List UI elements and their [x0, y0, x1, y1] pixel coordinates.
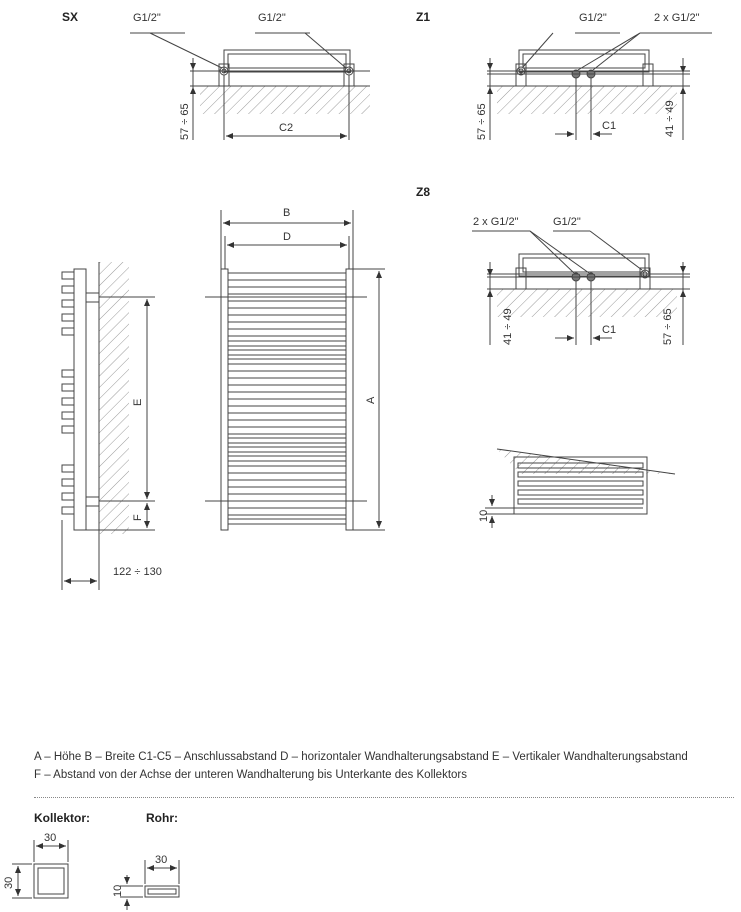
z1-view: [487, 33, 712, 140]
front-tubes: [228, 273, 346, 524]
kollektor-profile: [12, 840, 68, 898]
kollektor-label: Kollektor:: [34, 811, 91, 825]
separator: [34, 797, 734, 798]
z8-title: Z8: [416, 185, 431, 199]
z8-right-height-label: 57 ÷ 65: [662, 308, 674, 345]
sx-view: [130, 33, 370, 140]
z1-c1-label: C1: [602, 120, 617, 132]
z1-left-height-label: 57 ÷ 65: [476, 103, 488, 140]
front-d-label: D: [283, 231, 291, 243]
kollektor-height-label: 30: [3, 876, 15, 889]
side-depth-label: 122 ÷ 130: [113, 566, 162, 578]
sx-height-label: 57 ÷ 65: [179, 103, 191, 140]
rohr-label: Rohr:: [146, 811, 178, 825]
z8-conn-right-label: G1/2": [553, 216, 581, 228]
detail-view: [485, 449, 675, 528]
z1-right-height-label: 41 ÷ 49: [664, 100, 676, 137]
side-view: [62, 262, 155, 590]
z8-conn-left-label: 2 x G1/2": [473, 216, 519, 228]
sx-c2-label: C2: [279, 122, 294, 134]
kollektor-width-label: 30: [44, 832, 57, 844]
side-tubes: [62, 272, 74, 514]
sx-title: SX: [62, 10, 79, 24]
detail-10-label: 10: [478, 509, 490, 522]
front-b-label: B: [283, 207, 291, 219]
front-a-label: A: [365, 396, 377, 404]
z8-left-height-label: 41 ÷ 49: [502, 308, 514, 345]
z8-c1-label: C1: [602, 324, 617, 336]
rohr-profile: [120, 860, 179, 910]
rohr-width-label: 30: [155, 854, 168, 866]
side-f-label: F: [132, 514, 144, 521]
sx-conn-left-label: G1/2": [133, 12, 161, 24]
sx-conn-right-label: G1/2": [258, 12, 286, 24]
front-view: [205, 210, 385, 530]
z1-title: Z1: [416, 10, 431, 24]
legend-line-2: F – Abstand von der Achse der unteren Wandhalterung bis Unterkante des Kollektors: [34, 769, 467, 781]
z1-conn-left-label: G1/2": [579, 12, 607, 24]
z1-conn-right-label: 2 x G1/2": [654, 12, 700, 24]
legend-line-1: A – Höhe B – Breite C1-C5 – Anschlussabstand D – horizontaler Wandhalterungsabstand E – Vertikaler Wandhalterungsabstand: [34, 751, 688, 763]
rohr-height-label: 10: [112, 884, 124, 897]
side-e-label: E: [132, 398, 144, 406]
